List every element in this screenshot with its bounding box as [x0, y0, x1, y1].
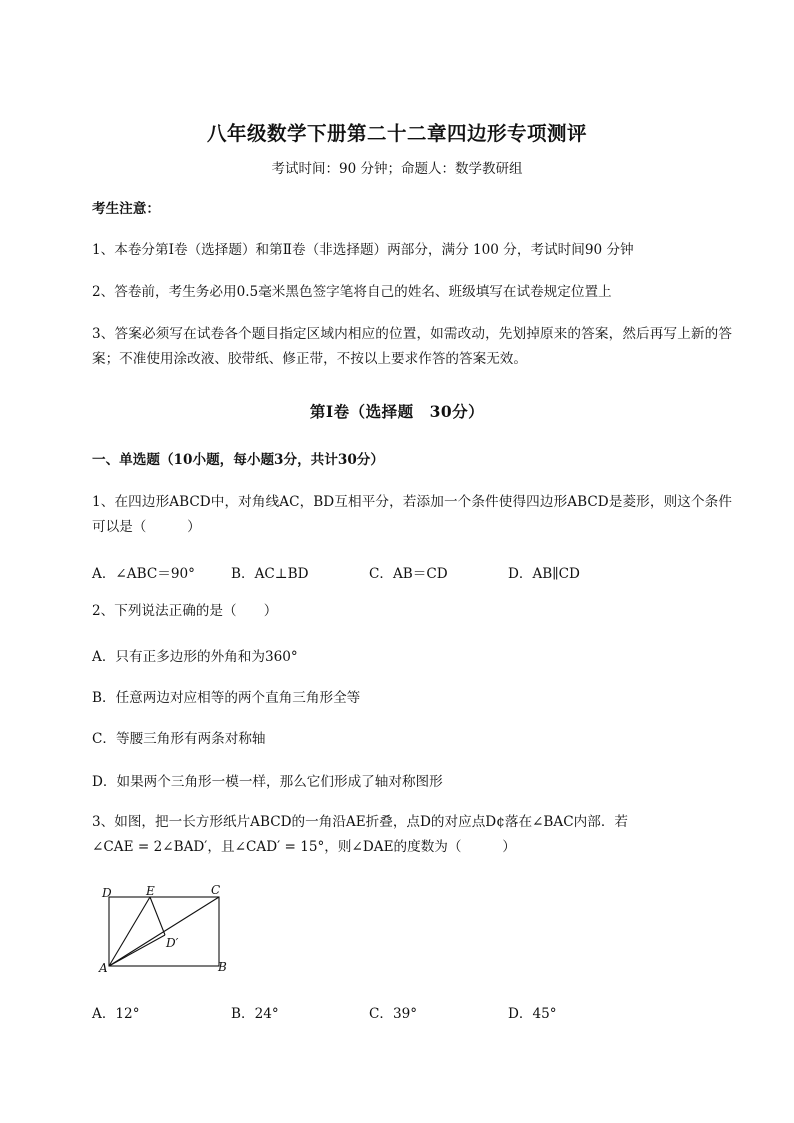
- question-2-option-c[interactable]: C．等腰三角形有两条对称轴: [92, 731, 266, 747]
- question-1-stem: 1、在四边形ABCD中，对角线AC，BD互相平分，若添加一个条件使得四边形ABCD是菱形，则这个条件可以是（ ）: [92, 494, 732, 535]
- question-3-stem-line-1: 3、如图，把一长方形纸片ABCD的一角沿AE折叠，点D的对应点D¢落在∠BAC内部．若: [92, 814, 629, 830]
- label-d-prime: D′: [166, 936, 179, 950]
- question-1-option-c[interactable]: C．AB＝CD: [369, 566, 448, 582]
- part-heading: 一、单选题（10小题，每小题3分，共计30分）: [92, 452, 384, 468]
- question-3-option-d[interactable]: D．45°: [508, 1006, 557, 1022]
- label-e: E: [146, 884, 155, 898]
- fold-line-ae: [109, 897, 150, 966]
- label-a: A: [99, 961, 108, 975]
- question-1-option-a[interactable]: A．∠ABC＝90°: [92, 566, 195, 582]
- question-2-option-d[interactable]: D．如果两个三角形一模一样，那么它们形成了轴对称图形: [92, 774, 443, 790]
- question-2-option-b[interactable]: B．任意两边对应相等的两个直角三角形全等: [92, 690, 361, 706]
- label-c: C: [211, 883, 221, 897]
- question-3-option-b[interactable]: B．24°: [231, 1006, 279, 1022]
- question-1-option-b[interactable]: B．AC⊥BD: [231, 566, 309, 582]
- segment-ad-prime: [109, 935, 165, 966]
- notice-item-3: 3、答案必须写在试卷各个题目指定区域内相应的位置，如需改动，先划掉原来的答案，然后再写上新的答案；不准使用涂改液、胶带纸、修正带，不按以上要求作答的答案无效。: [92, 326, 732, 367]
- section-title: 第Ⅰ卷（选择题 30分）: [309, 402, 485, 421]
- question-3-option-a[interactable]: A．12°: [92, 1006, 140, 1022]
- label-d: D: [102, 886, 112, 900]
- label-b: B: [218, 960, 227, 974]
- question-3-stem-line-2: ∠CAE = 2∠BAD′，且∠CAD′ = 15°，则∠DAE的度数为（ ）: [92, 839, 516, 855]
- rectangle-fold-figure: [96, 880, 256, 975]
- question-2-option-a[interactable]: A．只有正多边形的外角和为360°: [92, 649, 298, 665]
- notice-item-1: 1、本卷分第Ⅰ卷（选择题）和第Ⅱ卷（非选择题）两部分，满分 100 分，考试时间90 分钟: [92, 242, 634, 258]
- question-3-option-c[interactable]: C．39°: [369, 1006, 418, 1022]
- exam-info: 考试时间：90 分钟；命题人：数学教研组: [271, 161, 523, 177]
- notice-heading: 考生注意：: [92, 201, 160, 217]
- question-2-stem: 2、下列说法正确的是（ ）: [92, 603, 278, 619]
- page-title: 八年级数学下册第二十二章四边形专项测评: [206, 122, 587, 145]
- segment-ed-prime: [150, 897, 165, 935]
- question-1-option-d[interactable]: D．AB∥CD: [508, 566, 580, 582]
- notice-item-2: 2、答卷前，考生务必用0.5毫米黑色签字笔将自己的姓名、班级填写在试卷规定位置上: [92, 284, 612, 300]
